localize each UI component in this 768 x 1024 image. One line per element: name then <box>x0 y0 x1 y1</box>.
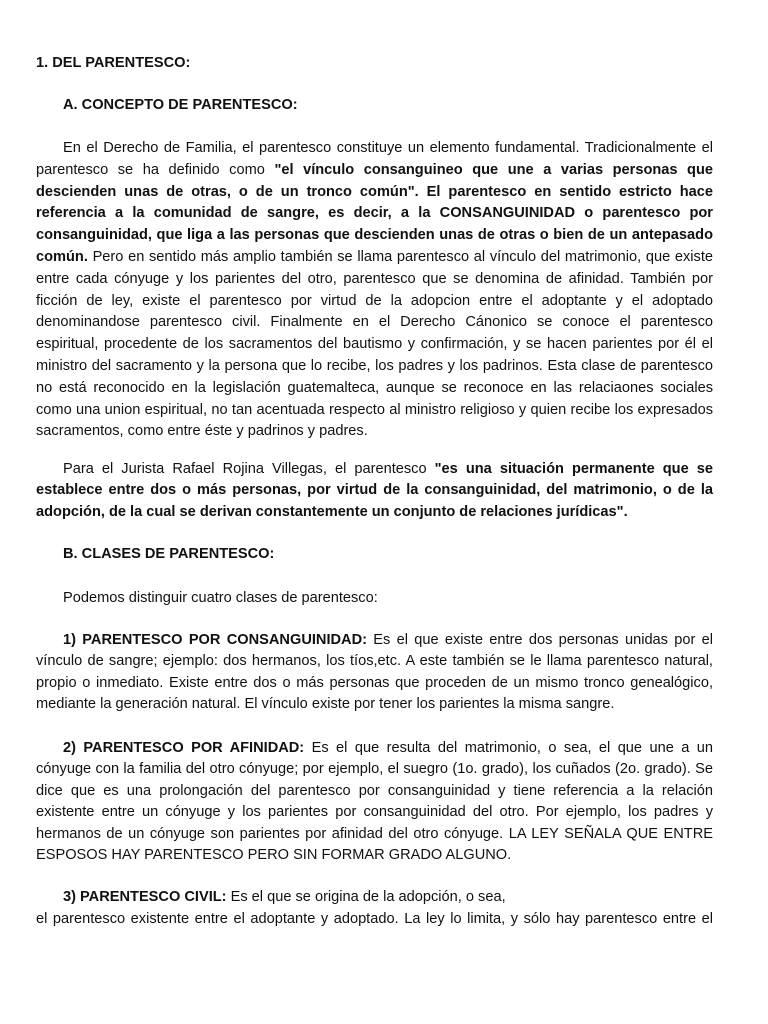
bold-text: adopción, de la cual se derivan constantemente un conjunto de relaciones jurídicas". <box>36 503 628 520</box>
text-line <box>36 271 713 288</box>
text-line <box>63 140 713 157</box>
text-segment: Pero en sentido más amplio también se llama parentesco al vínculo del matrimonio, que existe <box>87 249 713 265</box>
bold-text: 1) PARENTESCO POR CONSANGUINIDAD: <box>63 632 367 648</box>
text-line <box>36 423 368 440</box>
text-line <box>63 632 713 649</box>
text-line <box>36 761 713 778</box>
text-line <box>36 249 713 266</box>
bold-text: común. <box>36 249 88 265</box>
text-segment: parentesco se ha definido como <box>36 161 275 178</box>
text-segment: En el Derecho de Familia, el parentesco constituye un elemento fundamental. Tradicionalmente el <box>63 140 713 156</box>
bold-text: "el vínculo consanguineo que une a varias personas que <box>274 161 714 178</box>
text-segment: ficción de ley, existe el parentesco por virtud de la adopcion entre el adoptante y el adoptado <box>36 292 713 309</box>
bold-text: "es una situación permanente que se <box>434 461 713 477</box>
subsection-heading-a: A. CONCEPTO DE PARENTESCO: <box>63 97 298 113</box>
section-heading-1: 1. DEL PARENTESCO: <box>36 55 191 71</box>
text-line <box>36 847 511 864</box>
text-segment: cónyuge con la familia del otro cónyuge; por ejemplo, el suegro (1o. grado), los cuñados (2o. grado). Se <box>36 761 713 778</box>
text-segment: propio o inmediato. Existe entre dos o más personas que proceden de un mismo tronco genealógico, <box>36 674 713 691</box>
paragraph-intro-clases: Podemos distinguir cuatro clases de parentesco: <box>63 590 378 606</box>
text-line <box>36 804 713 821</box>
text-segment: Es el que existe entre dos personas unidas por el <box>367 632 713 648</box>
text-line <box>36 380 713 397</box>
text-line <box>36 336 713 353</box>
text-segment: ministro del sacramento y la persona que lo recibe, los padres y los padrinos. Esta clase de parentesco <box>36 358 713 374</box>
text-line <box>36 184 713 201</box>
bold-text: consanguinidad, que liga a las personas que descienden unas de otras o bien de un antepasado <box>36 227 713 244</box>
text-line <box>36 696 614 713</box>
text-segment: denominandose parentesco civil. Finalmente en el Derecho Cánonico se conoce el parentesco <box>36 314 713 331</box>
bold-text: 2) PARENTESCO POR AFINIDAD: <box>63 740 305 756</box>
text-line <box>36 783 713 800</box>
text-segment: mediante la generación natural. El vínculo existe por tener los parientes la misma sangre. <box>36 695 615 712</box>
text-line <box>36 227 713 244</box>
text-segment: espiritual, procedente de los sacramentos del bautismo y confirmación, y se hacen parientes por él el <box>36 336 713 353</box>
bold-text: descienden unas de otras, o de un tronco común". El parentesco en sentido estricto hace <box>36 183 713 200</box>
bold-text: establece entre dos o más personas, por virtud de la consanguinidad, del matrimonio, o de la <box>36 482 713 499</box>
text-segment: ESPOSOS HAY PARENTESCO PERO SIN FORMAR GRADO ALGUNO. <box>36 847 512 863</box>
text-segment: no está reconocido en la legislación guatemalteca, aunque se reconoce en las relaciaones sociales <box>36 379 713 396</box>
text-segment: existente entre un cónyuge y los parientes por consanguinidad del otro. Por ejemplo, los padres y <box>36 804 713 821</box>
text-line <box>36 826 713 843</box>
text-segment: el parentesco existente entre el adoptante y adoptado. La ley lo limita, y sólo hay parentesco entre el <box>36 911 713 927</box>
text-line <box>36 675 713 692</box>
text-line <box>36 482 713 499</box>
text-segment: dice que es una prolongación del parentesco por consanguinidad y tiene referencia a la relación <box>36 782 713 799</box>
text-line <box>36 358 713 375</box>
text-line <box>36 653 713 670</box>
text-line <box>36 293 713 310</box>
text-segment: vínculo de sangre; ejemplo: dos hermanos, los tíos,etc. A este también se le llama parentesco natural, <box>36 653 713 670</box>
text-segment: entre cada cónyuge y los parientes del otro, parentesco que se denomina de afinidad. También por <box>36 270 713 287</box>
text-segment: Para el Jurista Rafael Rojina Villegas, el parentesco <box>63 461 435 477</box>
text-line <box>63 461 713 478</box>
text-segment: como una union espiritual, no tan acentuada respecto al ministro religioso y quien recibe los expresados <box>36 401 713 418</box>
text-line <box>36 402 713 419</box>
text-segment: Es el que se origina de la adopción, o sea, <box>226 889 506 905</box>
text-line <box>36 504 628 521</box>
text-segment: sacramentos, como entre éste y padrinos y padres. <box>36 423 368 440</box>
text-line <box>36 162 713 179</box>
text-line <box>36 911 713 928</box>
subsection-heading-b: B. CLASES DE PARENTESCO: <box>63 546 275 562</box>
text-segment: hermanos de un cónyuge son parientes por afinidad del otro cónyuge. LA LEY SEÑALA QUE ENTRE <box>36 825 713 842</box>
text-segment: Es el que resulta del matrimonio, o sea, el que une a un <box>304 740 714 756</box>
bold-text: 3) PARENTESCO CIVIL: <box>63 889 227 905</box>
text-line <box>36 205 713 222</box>
text-line <box>63 740 713 757</box>
bold-text: referencia a la comunidad de sangre, es decir, a la CONSANGUINIDAD o parentesco por <box>36 205 713 222</box>
text-line <box>63 889 506 906</box>
text-line <box>36 314 713 331</box>
